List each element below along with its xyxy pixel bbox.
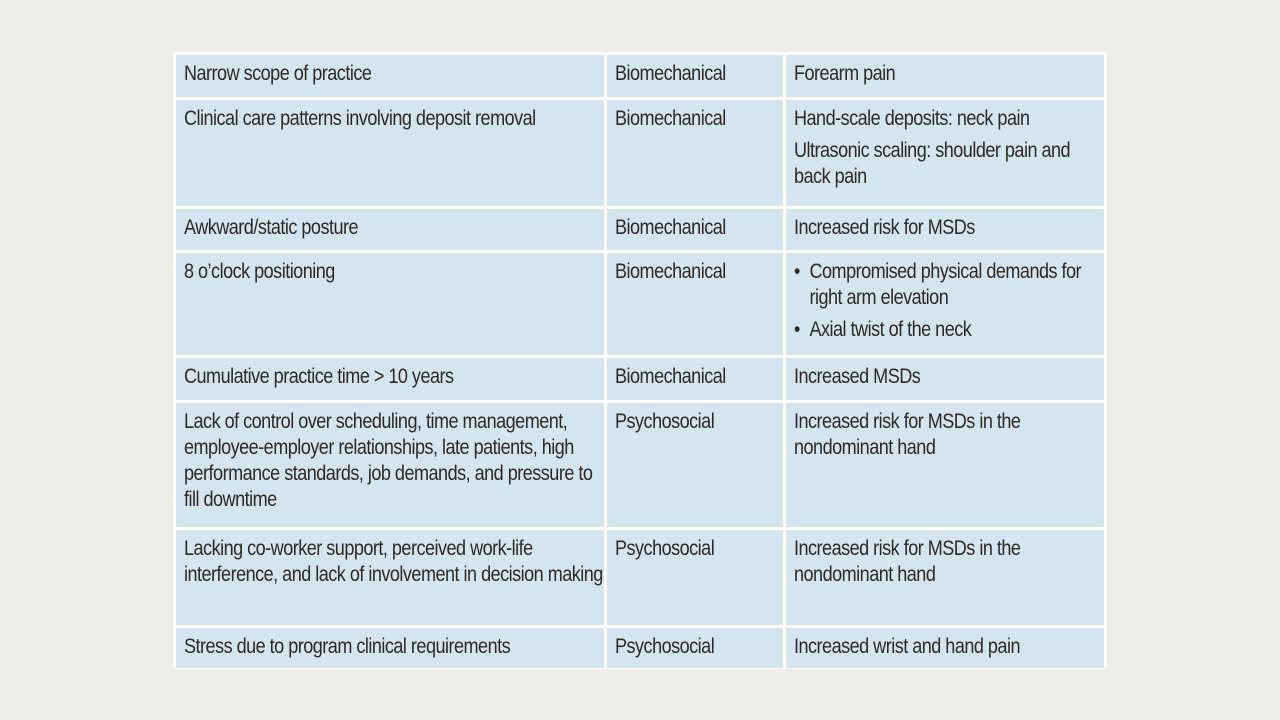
type-text: Biomechanical xyxy=(615,365,726,388)
table-row xyxy=(176,55,1104,97)
outcome-text: Hand-scale deposits: neck pain xyxy=(794,107,1030,130)
type-text: Biomechanical xyxy=(615,62,726,85)
factor-text: Cumulative practice time > 10 years xyxy=(184,365,454,388)
table-row xyxy=(176,209,1104,250)
factor-text: Clinical care patterns involving deposit removal xyxy=(184,107,536,130)
table-row xyxy=(176,403,1104,527)
outcome-text: Increased risk for MSDs xyxy=(794,216,975,239)
type-cell xyxy=(607,100,783,206)
factor-cell xyxy=(176,358,604,400)
type-text: Psychosocial xyxy=(615,410,715,433)
factor-cell xyxy=(176,403,604,527)
outcome-text: Increased wrist and hand pain xyxy=(794,635,1020,658)
outcome-cell xyxy=(786,403,1104,527)
outcome-cell xyxy=(786,628,1104,668)
type-text: Biomechanical xyxy=(615,260,726,283)
factor-text: Lacking co-worker support, perceived work-life interference, and lack of involvement in decision making xyxy=(184,537,603,586)
factor-text: 8 o’clock positioning xyxy=(184,260,335,283)
outcome-cell xyxy=(786,358,1104,400)
outcome-cell xyxy=(786,55,1104,97)
list-item xyxy=(794,317,1095,343)
bullet-icon: • xyxy=(794,260,800,283)
factor-cell xyxy=(176,530,604,625)
type-cell xyxy=(607,628,783,668)
table-row xyxy=(176,358,1104,400)
type-text: Biomechanical xyxy=(615,216,726,239)
factor-cell xyxy=(176,628,604,668)
factor-cell xyxy=(176,100,604,206)
outcome-text: Increased risk for MSDs in the nondominant hand xyxy=(794,410,1021,459)
type-cell xyxy=(607,55,783,97)
outcome-cell xyxy=(786,100,1104,206)
table-row xyxy=(176,530,1104,625)
outcome-text: Increased risk for MSDs in the nondominant hand xyxy=(794,537,1021,586)
outcome-text: Increased MSDs xyxy=(794,365,921,388)
table-row xyxy=(176,100,1104,206)
risk-factor-table-container xyxy=(173,52,1107,669)
outcome-text: Forearm pain xyxy=(794,62,896,85)
table-row xyxy=(176,628,1104,668)
type-cell xyxy=(607,358,783,400)
risk-factor-table xyxy=(173,52,1107,671)
type-cell xyxy=(607,403,783,527)
factor-cell xyxy=(176,209,604,250)
type-cell xyxy=(607,253,783,355)
outcome-cell xyxy=(786,530,1104,625)
bullet-text: Compromised physical demands for right arm elevation xyxy=(809,260,1082,309)
factor-text: Awkward/static posture xyxy=(184,216,359,239)
bullet-icon: • xyxy=(794,318,800,341)
factor-text: Lack of control over scheduling, time management, employee-employer relationships, late patients, high performance standards, job demands, and pressure to fill downtime xyxy=(184,410,593,511)
outcome-cell xyxy=(786,209,1104,250)
type-text: Biomechanical xyxy=(615,107,726,130)
factor-text: Narrow scope of practice xyxy=(184,62,372,85)
type-text: Psychosocial xyxy=(615,635,715,658)
factor-cell xyxy=(176,55,604,97)
factor-text: Stress due to program clinical requirements xyxy=(184,635,511,658)
type-cell xyxy=(607,209,783,250)
type-cell xyxy=(607,530,783,625)
outcome-cell xyxy=(786,253,1104,355)
type-text: Psychosocial xyxy=(615,537,715,560)
bullet-text: Axial twist of the neck xyxy=(809,318,972,341)
factor-cell xyxy=(176,253,604,355)
table-row xyxy=(176,253,1104,355)
outcome-bullet-list xyxy=(794,259,1095,343)
list-item xyxy=(794,259,1095,311)
outcome-text: Ultrasonic scaling: shoulder pain and back pain xyxy=(794,139,1071,188)
outcome-bullet-list-wrap xyxy=(794,259,1095,343)
